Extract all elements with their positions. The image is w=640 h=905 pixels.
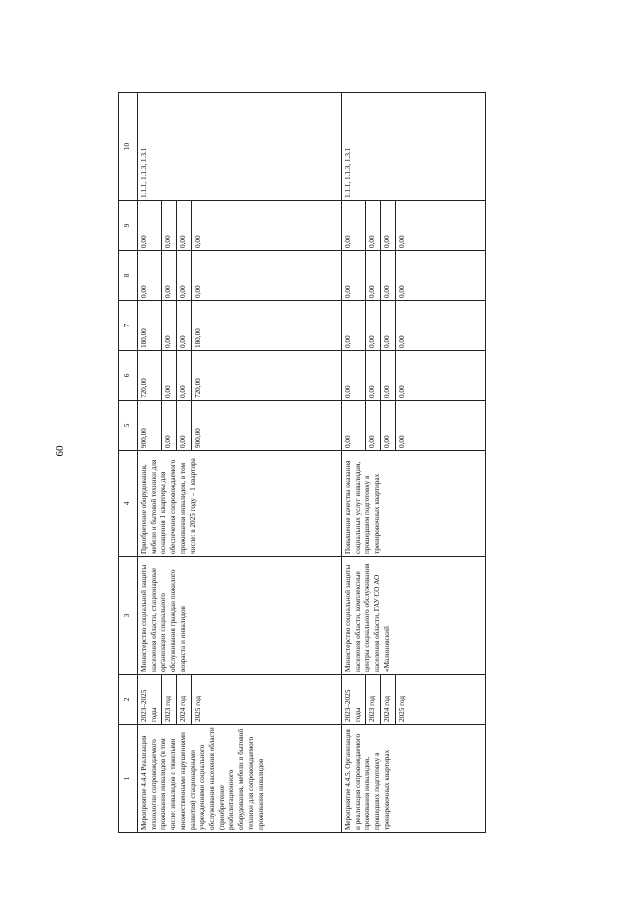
value-cell: 180,00: [138, 301, 162, 351]
header-cell: 4: [119, 451, 138, 557]
ref-cell: 1.1.1, 1.1.3, 1.3.1: [341, 93, 485, 201]
event-cell: Мероприятие 4.4.5. Организация и реализация сопровождаемого проживания инвалидов, прошедших подготовку в тренировочных квартирах: [341, 725, 485, 833]
value-cell: 0,00: [366, 301, 381, 351]
value-cell: 0,00: [395, 401, 485, 451]
header-cell: 10: [119, 93, 138, 201]
value-cell: 0,00: [381, 251, 396, 301]
value-cell: 0,00: [395, 351, 485, 401]
period-cell: 2025 год: [191, 675, 341, 725]
value-cell: 180,00: [191, 301, 341, 351]
period-cell: 2023 год: [162, 675, 177, 725]
value-cell: 0,00: [395, 251, 485, 301]
period-cell: 2024 год: [177, 675, 192, 725]
header-cell: 2: [119, 675, 138, 725]
value-cell: 0,00: [177, 351, 192, 401]
value-cell: 0,00: [381, 201, 396, 251]
header-cell: 6: [119, 351, 138, 401]
value-cell: 0,00: [366, 401, 381, 451]
value-cell: 0,00: [341, 401, 365, 451]
value-cell: 720,00: [138, 351, 162, 401]
value-cell: 0,00: [138, 251, 162, 301]
value-cell: 900,00: [138, 401, 162, 451]
page-number: 60: [54, 445, 66, 457]
rotated-table-container: [118, 93, 618, 833]
header-row: [119, 93, 138, 833]
value-cell: 0,00: [162, 401, 177, 451]
value-cell: 0,00: [177, 251, 192, 301]
period-cell: 2024 год: [381, 675, 396, 725]
period-cell: 2023–2025 годы: [341, 675, 365, 725]
event-cell: Мероприятие 4.4.4 Реализация технологии сопровождаемого проживания инвалидов (в том числе: инвалидов с тяжелыми множественными нарушениями развития) стационарными учреждениями социального обслуживания населения области (приобретение реабилитационного оборудования, мебели и бытовой техники для сопровождаемого проживания инвалидов: [138, 725, 342, 833]
value-cell: 0,00: [366, 351, 381, 401]
value-cell: 0,00: [381, 351, 396, 401]
value-cell: 0,00: [341, 201, 365, 251]
period-cell: 2023 год: [366, 675, 381, 725]
result-cell: Повышение качества оказания социальных услуг инвалидам, прошедшим подготовку в тренировочных квартирах: [341, 451, 485, 557]
period-cell: 2025 год: [395, 675, 485, 725]
executor-cell: Министерство социальной защиты населения области, стационарные организации социального обслуживания граждан пожилого возраста и инвалидов: [138, 557, 342, 675]
value-cell: 0,00: [381, 401, 396, 451]
value-cell: 0,00: [341, 301, 365, 351]
value-cell: 0,00: [341, 351, 365, 401]
ref-cell: 1.1.1, 1.1.3, 1.3.1: [138, 93, 342, 201]
result-cell: Приобретение оборудования, мебели и бытовой техники для оснащения 1 квартиры для обеспечения сопровождаемого проживания инвалидов, в том числе: в 2025 году – 1 квартира: [138, 451, 342, 557]
value-cell: 0,00: [177, 401, 192, 451]
value-cell: 0,00: [395, 301, 485, 351]
value-cell: 0,00: [395, 201, 485, 251]
executor-cell: Министерство социальной защиты населения области, комплексные центры социального обслуживания населения области, ГАУ СО АО «Малиновский: [341, 557, 485, 675]
value-cell: 0,00: [341, 251, 365, 301]
program-table: [118, 92, 486, 833]
table-row: [341, 93, 365, 833]
header-cell: 9: [119, 201, 138, 251]
value-cell: 0,00: [138, 201, 162, 251]
header-cell: 3: [119, 557, 138, 675]
header-cell: 8: [119, 251, 138, 301]
value-cell: 0,00: [366, 251, 381, 301]
header-cell: 7: [119, 301, 138, 351]
value-cell: 0,00: [162, 301, 177, 351]
table-row: [138, 93, 162, 833]
header-cell: 5: [119, 401, 138, 451]
value-cell: 0,00: [191, 251, 341, 301]
value-cell: 0,00: [162, 201, 177, 251]
period-cell: 2023–2025 годы: [138, 675, 162, 725]
value-cell: 0,00: [366, 201, 381, 251]
value-cell: 0,00: [162, 351, 177, 401]
value-cell: 0,00: [177, 301, 192, 351]
value-cell: 0,00: [381, 301, 396, 351]
value-cell: 0,00: [191, 201, 341, 251]
value-cell: 900,00: [191, 401, 341, 451]
value-cell: 0,00: [162, 251, 177, 301]
header-cell: 1: [119, 725, 138, 833]
value-cell: 720,00: [191, 351, 341, 401]
value-cell: 0,00: [177, 201, 192, 251]
